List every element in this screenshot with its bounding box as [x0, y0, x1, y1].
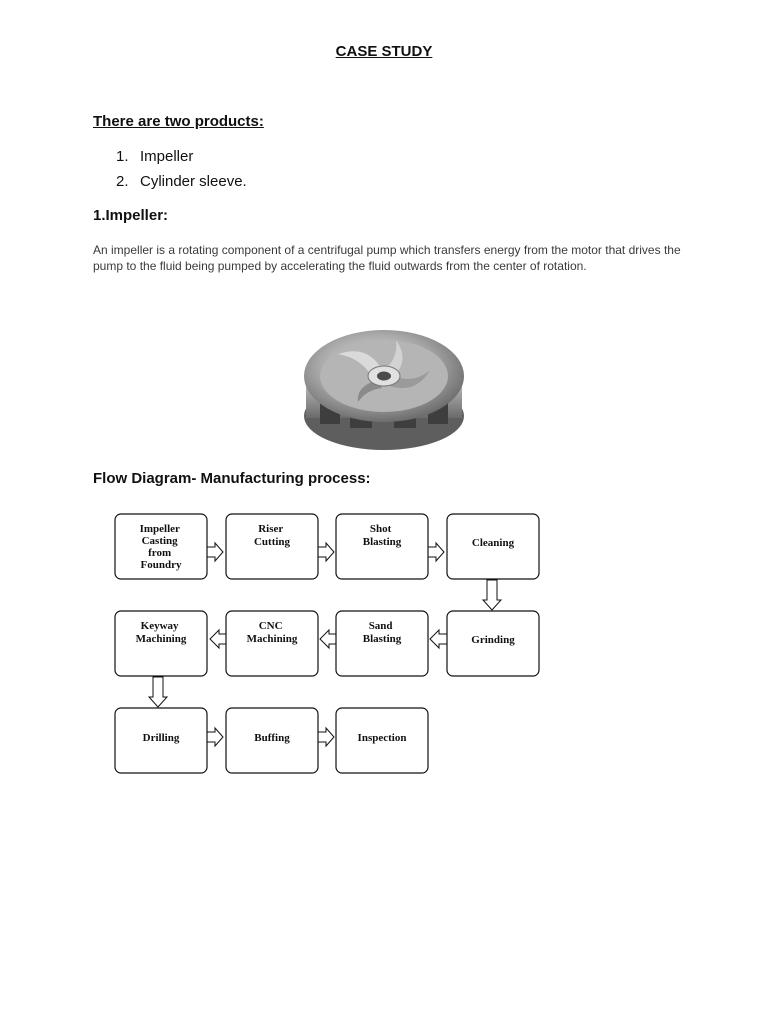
left-arrow: [430, 630, 447, 648]
flow-step-label-line: Sand: [368, 620, 393, 632]
left-arrow: [210, 630, 227, 648]
flow-step-label-line: Casting: [141, 535, 178, 547]
right-arrow: [318, 543, 334, 561]
right-arrow: [207, 728, 223, 746]
flow-step-riser-cutting: [226, 514, 318, 579]
left-arrow: [320, 630, 337, 648]
flow-step-label-line: Drilling: [142, 732, 180, 744]
right-arrow: [428, 543, 444, 561]
flow-step-label-line: Cleaning: [471, 537, 515, 549]
impeller-heading: 1.Impeller:: [93, 207, 169, 224]
list-item-number: 1.: [116, 148, 129, 165]
flow-step-label-line: Inspection: [357, 732, 407, 744]
flow-step-impeller-casting: [115, 514, 207, 579]
flow-step-keyway-machining: [115, 611, 207, 676]
impeller-description: An impeller is a rotating component of a centrifugal pump which transfers energy from the motor that drives the pump to the fluid being pumped by accelerating the fluid outwards from the center of rotation.: [93, 243, 681, 273]
flow-step-drilling: [115, 708, 207, 773]
flow-step-label-line: Blasting: [362, 633, 402, 645]
flow-step-shot-blasting: [336, 514, 428, 579]
flow-step-label: [254, 523, 291, 548]
list-item-label: Cylinder sleeve.: [140, 173, 247, 190]
right-arrow: [207, 543, 223, 561]
list-item-label: Impeller: [140, 148, 194, 165]
flow-step-label-line: Impeller: [139, 523, 180, 535]
list-item: [116, 172, 247, 197]
flow-step-label-line: from: [148, 547, 172, 559]
flow-step-sand-blasting: [336, 611, 428, 676]
flow-step-label-line: Cutting: [253, 536, 291, 548]
impeller-photo: [298, 304, 470, 454]
flow-step-label-line: Machining: [246, 633, 298, 645]
flow-step-cnc-machining: [226, 611, 318, 676]
down-arrow: [483, 580, 501, 610]
list-item-number: 2.: [116, 173, 129, 190]
flow-step-label-line: Keyway: [140, 620, 179, 632]
flow-step-label-line: Grinding: [471, 634, 515, 646]
flow-step-label-line: Buffing: [254, 732, 290, 744]
flow-step-label: [472, 537, 515, 549]
product-list: [116, 147, 247, 197]
flow-diagram-heading: Flow Diagram- Manufacturing process:: [93, 470, 371, 487]
flow-step-cleaning: [447, 514, 539, 579]
flow-step-label: [471, 634, 515, 646]
flow-step-label: [358, 732, 407, 744]
flow-step-label-line: Shot: [369, 523, 392, 535]
flow-step-label-line: Blasting: [362, 536, 402, 548]
flow-step-label-line: CNC: [258, 620, 283, 632]
flow-step-label: [143, 732, 180, 744]
flow-step-label-line: Machining: [135, 633, 187, 645]
products-heading: There are two products:: [93, 113, 264, 130]
flow-step-buffing: [226, 708, 318, 773]
flow-step-inspection: [336, 708, 428, 773]
list-item: [116, 147, 247, 172]
right-arrow: [318, 728, 334, 746]
flow-step-label-line: Foundry: [140, 559, 182, 571]
flow-step-grinding: [447, 611, 539, 676]
down-arrow: [149, 677, 167, 707]
flow-step-label: [136, 620, 187, 645]
flow-step-label: [254, 732, 290, 744]
flow-step-label-line: Riser: [258, 523, 284, 535]
flow-diagram: [110, 508, 550, 780]
page-title: CASE STUDY: [335, 43, 433, 60]
